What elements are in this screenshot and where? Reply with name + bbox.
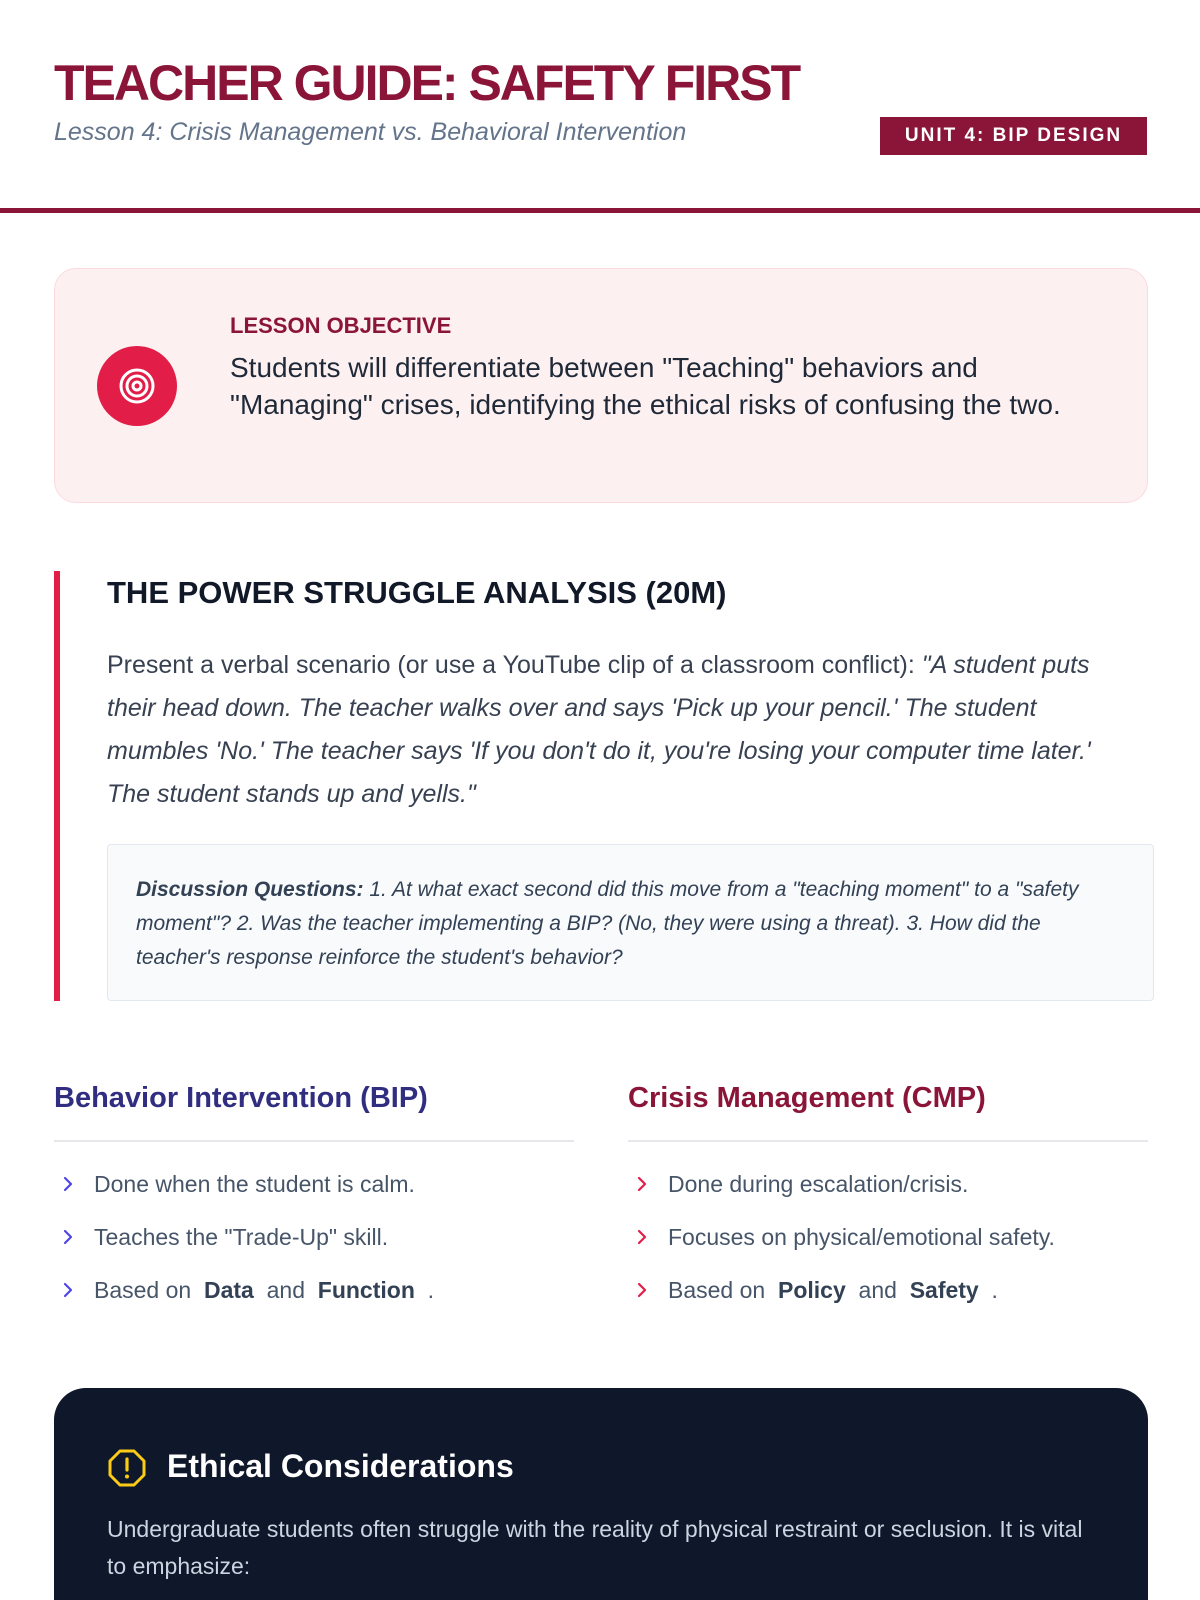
- keyword-safety: Safety: [909, 1277, 979, 1303]
- ethical-considerations-panel: [54, 1388, 1148, 1600]
- keyword-data: Data: [203, 1277, 254, 1303]
- discussion-box: [107, 844, 1154, 1001]
- keyword-function: Function: [317, 1277, 415, 1303]
- list-item-text: Focuses on physical/emotional safety.: [668, 1224, 1055, 1250]
- list-item-text: Teaches the "Trade-Up" skill.: [94, 1224, 389, 1250]
- objective-text: Students will differentiate between "Teaching" behaviors and "Managing" crises, identifying the ethical risks of confusing the two.: [230, 352, 1061, 420]
- based-suffix: .: [985, 1277, 998, 1303]
- bip-list: [54, 1158, 574, 1317]
- chevron-right-icon: [634, 1281, 650, 1299]
- lesson-subtitle: Lesson 4: Crisis Management vs. Behavioral Intervention: [54, 118, 687, 146]
- list-item: [54, 1264, 574, 1317]
- list-item: [54, 1211, 574, 1264]
- page-header: [0, 0, 1200, 213]
- list-item: [628, 1264, 1148, 1317]
- based-and: and: [260, 1277, 312, 1303]
- keyword-policy: Policy: [777, 1277, 846, 1303]
- chevron-right-icon: [634, 1175, 650, 1193]
- chevron-right-icon: [634, 1228, 650, 1246]
- page-title: TEACHER GUIDE: SAFETY FIRST: [54, 55, 800, 111]
- target-icon: [97, 346, 177, 426]
- unit-badge: UNIT 4: BIP DESIGN: [880, 117, 1147, 155]
- ethics-text: Undergraduate students often struggle with the reality of physical restraint or seclusion. It is vital to emphasize:: [107, 1516, 1083, 1579]
- bip-column: [54, 1082, 574, 1317]
- bip-heading: Behavior Intervention (BIP): [54, 1082, 574, 1142]
- discussion-text: 1. At what exact second did this move from a "teaching moment" to a "safety moment"? 2. Was the teacher implementing a BIP? (No, they were using a threat). 3. How did the teacher's response reinforce the student's behavior?: [136, 878, 1079, 969]
- based-and: and: [852, 1277, 904, 1303]
- chevron-right-icon: [60, 1228, 76, 1246]
- cmp-list: [628, 1158, 1148, 1317]
- based-prefix: Based on: [94, 1277, 198, 1303]
- scenario-quote: "A student puts their head down. The teacher walks over and says 'Pick up your pencil.' The student mumbles 'No.' The teacher says 'If you don't do it, you're losing your computer time later.' The student stands up and yells.": [107, 651, 1091, 808]
- objective-label: LESSON OBJECTIVE: [230, 313, 452, 338]
- based-suffix: .: [421, 1277, 435, 1303]
- scenario-text: [107, 644, 1107, 816]
- list-item-text: Done during escalation/crisis.: [668, 1171, 969, 1197]
- list-item-text: Done when the student is calm.: [94, 1171, 415, 1197]
- based-prefix: Based on: [668, 1277, 772, 1303]
- discussion-label: Discussion Questions:: [136, 878, 364, 901]
- ethics-title: Ethical Considerations: [167, 1448, 514, 1484]
- section-title: THE POWER STRUGGLE ANALYSIS (20M): [107, 575, 727, 610]
- warning-icon: [107, 1448, 147, 1488]
- list-item: [54, 1158, 574, 1211]
- cmp-column: [628, 1082, 1148, 1317]
- scenario-intro: Present a verbal scenario (or use a YouTube clip of a classroom conflict):: [107, 651, 922, 679]
- lesson-objective-card: [54, 268, 1148, 503]
- chevron-right-icon: [60, 1175, 76, 1193]
- chevron-right-icon: [60, 1281, 76, 1299]
- cmp-heading: Crisis Management (CMP): [628, 1082, 1148, 1142]
- power-struggle-section: [54, 571, 1148, 1001]
- list-item: [628, 1211, 1148, 1264]
- list-item: [628, 1158, 1148, 1211]
